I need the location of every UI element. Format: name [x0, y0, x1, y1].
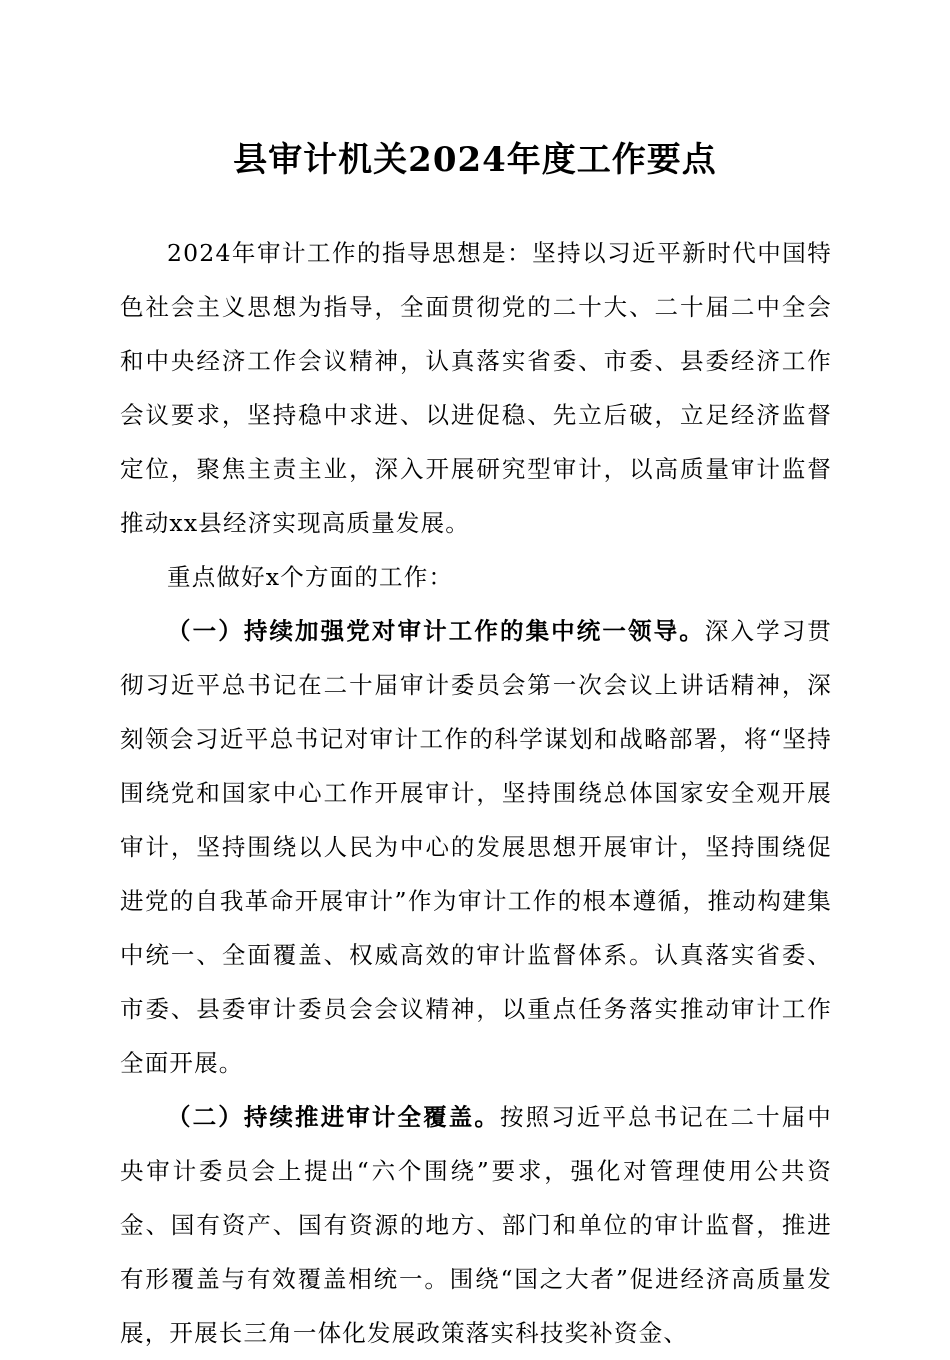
- document-title: 县审计机关2024年度工作要点: [233, 140, 717, 180]
- paragraph-section-2: [120, 1090, 832, 1360]
- paragraph-section-1: [120, 604, 832, 1090]
- paragraph-guiding-thought: [120, 226, 832, 550]
- paragraph-text: 按照习近平总书记在二十届中央审计委员会上提出“六个围绕”要求，强化对管理使用公共资金、国有资产、国有资源的地方、部门和单位的审计监督，推进有形覆盖与有效覆盖相统一。围绕“国之大者”促进经济高质量发展，开展长三角一体化发展政策落实科技奖补资金、: [120, 1103, 832, 1347]
- section-heading: （一）持续加强党对审计工作的集中统一领导。: [167, 617, 705, 645]
- section-heading: （二）持续推进审计全覆盖。: [167, 1103, 500, 1131]
- paragraph-text: 2024年审计工作的指导思想是：坚持以习近平新时代中国特色社会主义思想为指导，全面贯彻党的二十大、二十届二中全会和中央经济工作会议精神，认真落实省委、市委、县委经济工作会议要求，坚持稳中求进、以进促稳、先立后破，立足经济监督定位，聚焦主责主业，深入开展研究型审计，以高质量审计监督推动xx县经济实现高质量发展。: [120, 239, 832, 537]
- paragraph-text: 重点做好x个方面的工作：: [167, 563, 454, 591]
- document-body: [120, 226, 832, 1360]
- paragraph-text: 深入学习贯彻习近平总书记在二十届审计委员会第一次会议上讲话精神，深刻领会习近平总书记对审计工作的科学谋划和战略部署，将“坚持围绕党和国家中心工作开展审计，坚持围绕总体国家安全观开展审计，坚持围绕以人民为中心的发展思想开展审计，坚持围绕促进党的自我革命开展审计”作为审计工作的根本遵循，推动构建集中统一、全面覆盖、权威高效的审计监督体系。认真落实省委、市委、县委审计委员会会议精神，以重点任务落实推动审计工作全面开展。: [120, 617, 833, 1077]
- paragraph-key-tasks-intro: [120, 550, 832, 604]
